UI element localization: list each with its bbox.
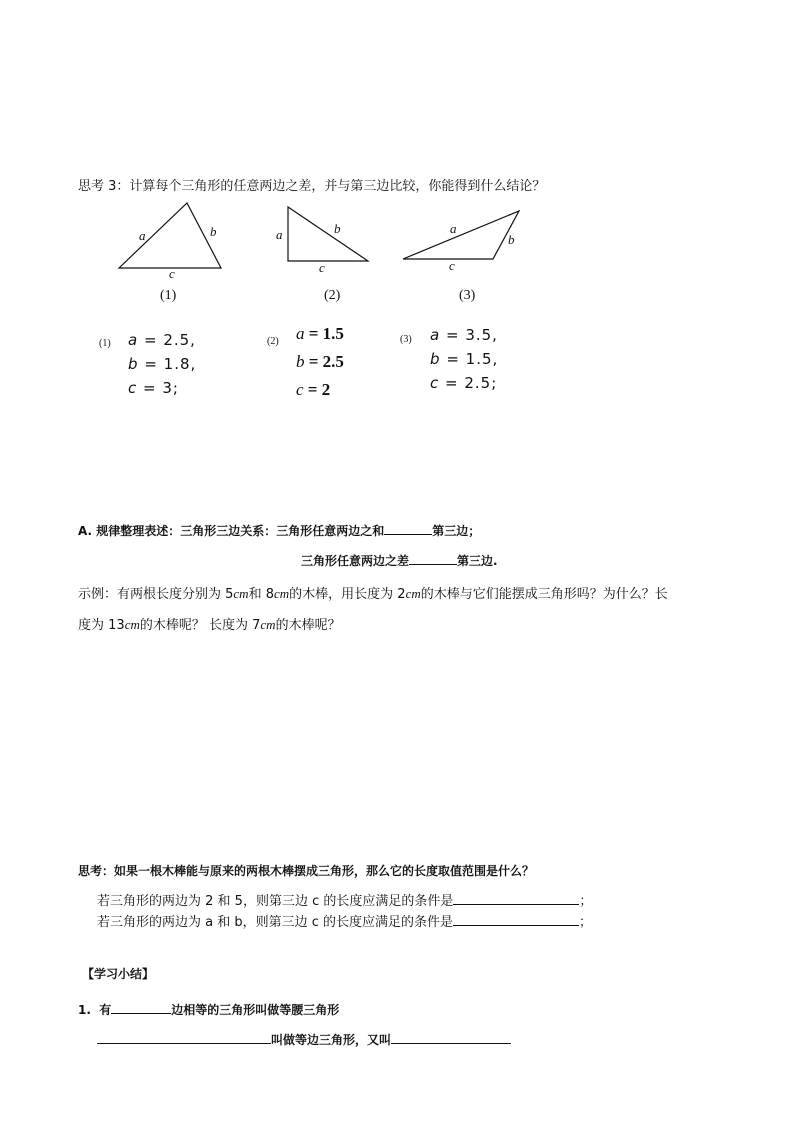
var-b: b [128,355,139,373]
think-q2-text: 若三角形的两边为 a 和 b，则第三边 c 的长度应满足的条件是 [97,915,454,930]
rule-line-1-suffix: 第三边； [432,524,481,538]
example-text: 的木棒与它们能摆成三角形吗？为什么？长 [420,587,668,602]
tri1-side-c: c [169,266,175,281]
example-text: 的木棒呢？ 长度为 7 [139,618,261,633]
semicolon: ； [579,894,593,909]
value-line: = 1.5, [446,350,499,368]
unit-cm: cm [233,586,249,601]
tri1-side-a: a [139,228,146,243]
figure-label-1: (1) [160,288,177,303]
var-a: a [430,326,441,344]
tri1-side-b: b [210,224,217,239]
var-c: c [128,379,138,397]
figure-label-3: (3) [459,288,476,303]
rule-blank-1[interactable] [384,521,432,535]
unit-cm: cm [124,617,140,632]
values-3-list [430,323,498,395]
tri2-side-a: a [276,227,283,242]
tri3-side-a: a [450,221,457,236]
think3-question: 思考 3：计算每个三角形的任意两边之差，并与第三边比较，你能得到什么结论？ [78,179,546,194]
values-3-number: (3) [400,334,412,345]
figure-label-2: (2) [324,288,341,303]
think-q1 [97,890,592,909]
summary-blank-3[interactable] [391,1030,511,1044]
value-line: = 3.5, [445,326,498,344]
example-line-1 [78,583,668,602]
semicolon: ； [579,915,593,930]
think-title: 思考：如果一根木棒能与原来的两根木棒摆成三角形，那么它的长度取值范围是什么？ [78,864,535,878]
var-b: b [430,350,441,368]
var-b: b [296,352,305,371]
summary-item-1 [78,1000,339,1018]
summary-blank-2[interactable] [97,1030,271,1044]
think-q2-blank[interactable] [453,912,579,926]
rule-line-1 [78,521,480,539]
triangle-2 [288,207,368,261]
rule-line-2-suffix: 第三边. [457,554,498,568]
value-line: = 2.5, [143,331,196,349]
think-q1-blank[interactable] [453,891,579,905]
var-a: a [296,324,305,343]
value-line: = 1.5 [308,324,344,343]
value-line: = 2.5 [308,352,344,371]
example-text: 的木棒，用长度为 2 [289,587,406,602]
summary-item-2-text: 叫做等边三角形，又叫 [271,1033,392,1047]
example-text: 的木棒呢？ [275,618,341,633]
summary-item-1-number: 1. [78,1003,91,1017]
rule-blank-2[interactable] [409,551,457,565]
triangle-3 [403,211,519,259]
think-q1-text: 若三角形的两边为 2 和 5，则第三边 c 的长度应满足的条件是 [97,894,454,909]
unit-cm: cm [405,586,421,601]
values-1-number: (1) [99,338,111,349]
values-1-list [128,328,196,400]
value-line: = 2.5; [445,374,498,392]
triangle-1 [119,203,221,268]
summary-item-1-text-a: 有 [99,1003,112,1017]
tri2-side-b: b [334,221,341,236]
value-line: = 3; [143,379,179,397]
var-a: a [128,331,139,349]
value-line: = 2 [307,380,331,399]
unit-cm: cm [260,617,276,632]
triangle-figures [0,195,794,310]
rule-line-2-prefix: 三角形任意两边之差 [301,554,410,568]
rule-line-1-prefix: A. 规律整理表述：三角形三边关系：三角形任意两边之和 [78,524,385,538]
unit-cm: cm [273,586,290,601]
tri3-side-c: c [449,258,455,273]
summary-heading: 【学习小结】 [82,967,155,981]
values-2-list [296,320,344,404]
think-q2 [97,911,592,930]
tri3-side-b: b [508,232,515,247]
example-text: 度为 13 [78,618,125,633]
summary-item-2 [97,1030,511,1048]
example-text: 示例：有两根长度分别为 5 [78,587,234,602]
example-line-2 [78,614,341,633]
example-text: 和 8 [248,587,274,602]
var-c: c [430,374,440,392]
summary-item-1-text-b: 边相等的三角形叫做等腰三角形 [171,1003,340,1017]
rule-line-2 [301,551,498,569]
tri2-side-c: c [319,260,325,275]
summary-blank-1[interactable] [111,1000,171,1014]
var-c: c [296,380,304,399]
value-line: = 1.8, [144,355,197,373]
values-2-number: (2) [267,336,279,347]
